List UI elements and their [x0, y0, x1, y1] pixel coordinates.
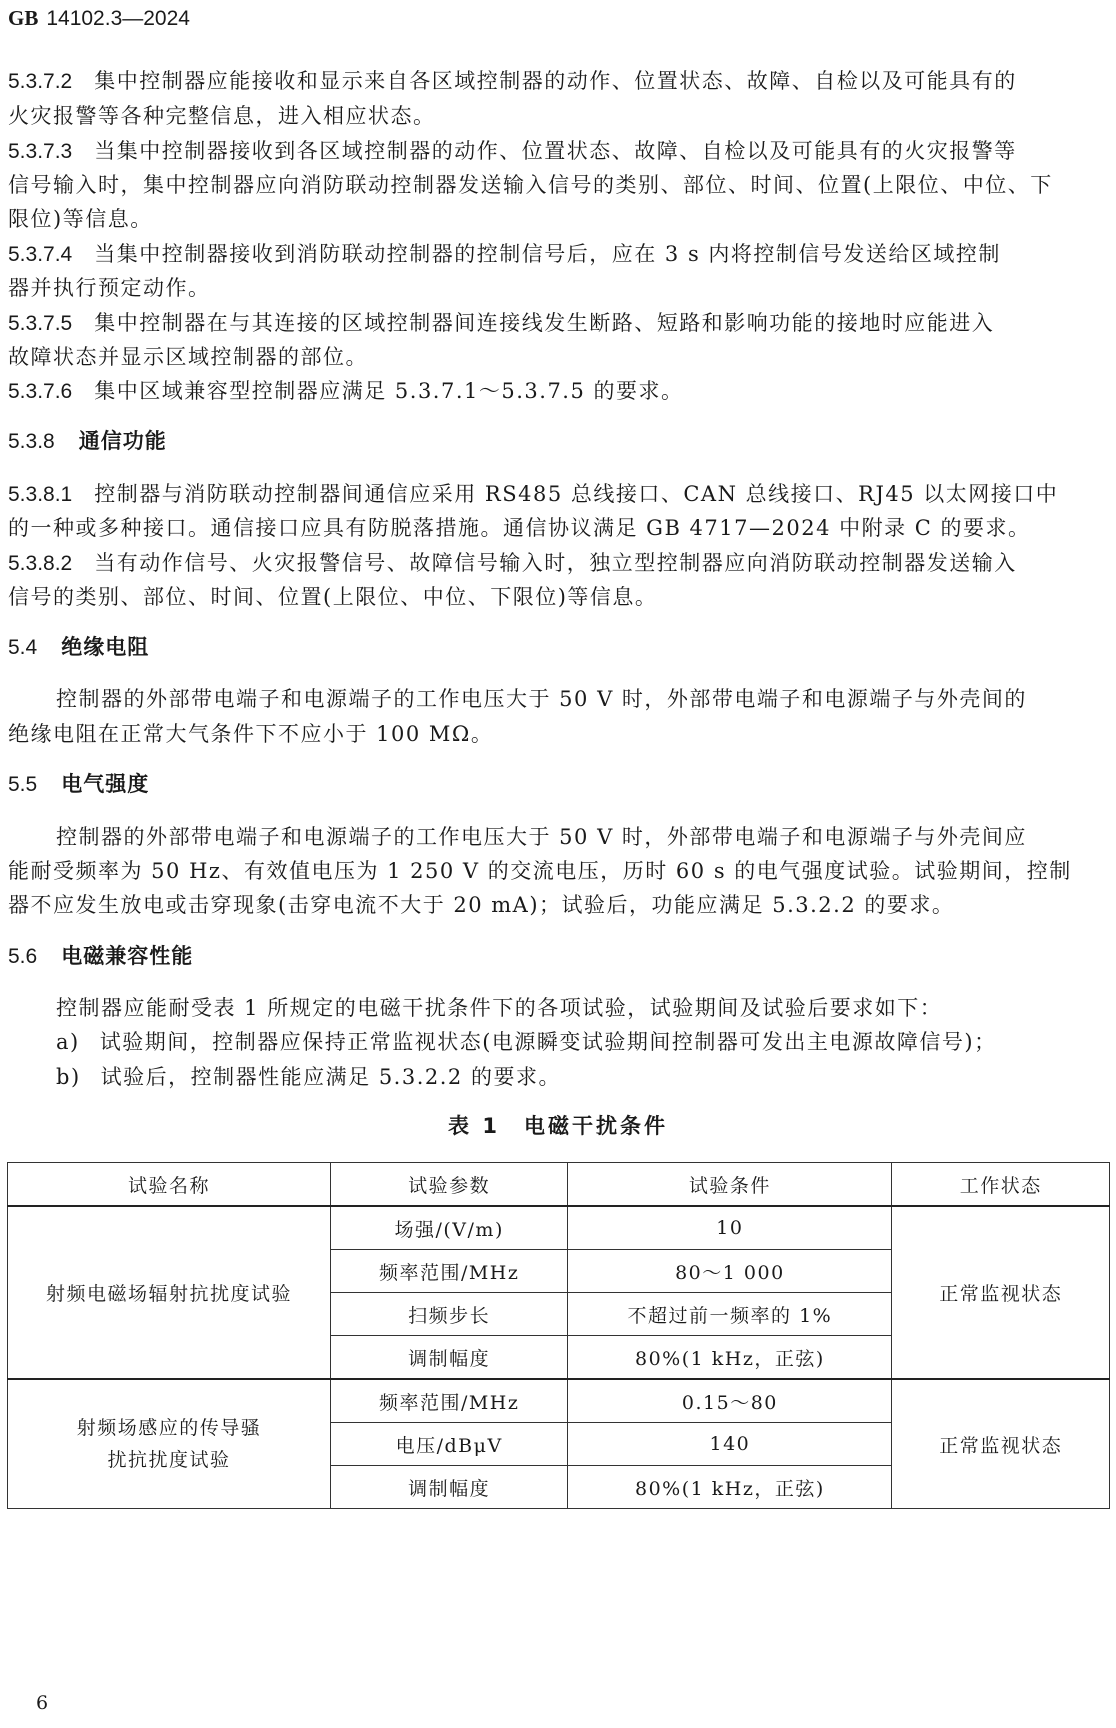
test-name-conducted-immunity: 射频场感应的传导骚 扰抗扰度试验 — [8, 1379, 331, 1509]
column-header-working-state: 工作状态 — [892, 1163, 1110, 1207]
paragraph-5-3-7-6: 5.3.7.6 集中区域兼容型控制器应满足 5.3.7.1～5.3.7.5 的要求。 — [8, 379, 684, 403]
paragraph-5-3-7-2-line-2: 火灾报警等各种完整信息，进入相应状态。 — [8, 104, 436, 128]
list-item-b: b) 试验后，控制器性能应满足 5.3.2.2 的要求。 — [56, 1065, 561, 1089]
paragraph-5-3-8-1-line-1: 5.3.8.1 控制器与消防联动控制器间通信应采用 RS485 总线接口、CAN 总线接口、RJ45 以太网接口中 — [8, 482, 1059, 506]
table-cell-condition: 不超过前一频率的 1% — [568, 1293, 892, 1336]
paragraph-5-4-line-2: 绝缘电阻在正常大气条件下不应小于 100 MΩ。 — [8, 722, 494, 746]
table-cell-param: 频率范围/MHz — [331, 1250, 568, 1293]
paragraph-5-3-7-3-line-3: 限位)等信息。 — [8, 207, 153, 231]
paragraph-5-3-7-3-line-2: 信号输入时，集中控制器应向消防联动控制器发送输入信号的类别、部位、时间、位置(上限位、中位、下 — [8, 173, 1053, 197]
paragraph-5-3-7-3-line-1: 5.3.7.3 当集中控制器接收到各区域控制器的动作、位置状态、故障、自检以及可能具有的火灾报警等 — [8, 139, 1017, 163]
table-cell-condition: 80%(1 kHz，正弦) — [568, 1336, 892, 1380]
paragraph-5-3-7-4-line-1: 5.3.7.4 当集中控制器接收到消防联动控制器的控制信号后，应在 3 s 内将控制信号发送给区域控制 — [8, 242, 1001, 266]
table-header-row — [8, 1163, 1110, 1207]
table-cell-condition: 10 — [568, 1206, 892, 1250]
table-row — [8, 1206, 1110, 1250]
table-cell-condition: 140 — [568, 1423, 892, 1466]
table-cell-param: 调制幅度 — [331, 1336, 568, 1380]
column-header-test-parameter: 试验参数 — [331, 1163, 568, 1207]
section-heading-5-3-8: 5.3.8 通信功能 — [8, 429, 167, 453]
standard-header — [8, 6, 190, 31]
section-heading-5-6: 5.6 电磁兼容性能 — [8, 944, 194, 968]
paragraph-5-3-8-2-line-2: 信号的类别、部位、时间、位置(上限位、中位、下限位)等信息。 — [8, 585, 658, 609]
table-cell-param: 频率范围/MHz — [331, 1379, 568, 1423]
table-cell-condition: 0.15～80 — [568, 1379, 892, 1423]
test-name-radiated-immunity: 射频电磁场辐射抗扰度试验 — [8, 1206, 331, 1379]
working-state-cell: 正常监视状态 — [892, 1379, 1110, 1509]
paragraph-5-5-line-2: 能耐受频率为 50 Hz、有效值电压为 1 250 V 的交流电压，历时 60 s 的电气强度试验。试验期间，控制 — [8, 859, 1072, 883]
standard-number: 14102.3—2024 — [46, 7, 190, 30]
table-row — [8, 1379, 1110, 1423]
table-cell-condition: 80%(1 kHz，正弦) — [568, 1466, 892, 1509]
paragraph-5-3-7-4-line-2: 器并执行预定动作。 — [8, 276, 211, 300]
paragraph-5-3-7-5-line-2: 故障状态并显示区域控制器的部位。 — [8, 345, 368, 369]
emc-conditions-table — [7, 1162, 1110, 1509]
column-header-test-condition: 试验条件 — [568, 1163, 892, 1207]
table-cell-param: 扫频步长 — [331, 1293, 568, 1336]
working-state-cell: 正常监视状态 — [892, 1206, 1110, 1379]
column-header-test-name: 试验名称 — [8, 1163, 331, 1207]
paragraph-5-3-7-2-line-1: 5.3.7.2 集中控制器应能接收和显示来自各区域控制器的动作、位置状态、故障、自检以及可能具有的 — [8, 69, 1017, 93]
table-caption — [0, 1110, 1116, 1140]
paragraph-5-4-line-1: 控制器的外部带电端子和电源端子的工作电压大于 50 V 时，外部带电端子和电源端子与外壳间的 — [56, 687, 1027, 711]
paragraph-5-3-7-5-line-1: 5.3.7.5 集中控制器在与其连接的区域控制器间连接线发生断路、短路和影响功能的接地时应能进入 — [8, 311, 995, 335]
paragraph-5-5-line-1: 控制器的外部带电端子和电源端子的工作电压大于 50 V 时，外部带电端子和电源端子与外壳间应 — [56, 825, 1027, 849]
standard-prefix: GB — [8, 6, 39, 30]
paragraph-5-3-8-2-line-1: 5.3.8.2 当有动作信号、火灾报警信号、故障信号输入时，独立型控制器应向消防联动控制器发送输入 — [8, 551, 1017, 575]
table-cell-condition: 80～1 000 — [568, 1250, 892, 1293]
table-cell-param: 调制幅度 — [331, 1466, 568, 1509]
paragraph-5-6-intro: 控制器应能耐受表 1 所规定的电磁干扰条件下的各项试验，试验期间及试验后要求如下： — [56, 996, 943, 1020]
table-cell-param: 电压/dBμV — [331, 1423, 568, 1466]
section-heading-5-5: 5.5 电气强度 — [8, 772, 150, 796]
page-number: 6 — [36, 1692, 49, 1714]
list-item-a: a) 试验期间，控制器应保持正常监视状态(电源瞬变试验期间控制器可发出主电源故障信号)； — [56, 1030, 997, 1054]
table-cell-param: 场强/(V/m) — [331, 1206, 568, 1250]
paragraph-5-5-line-3: 器不应发生放电或击穿现象(击穿电流不大于 20 mA)；试验后，功能应满足 5.3.2.2 的要求。 — [8, 893, 955, 917]
table-caption-title: 电磁干扰条件 — [523, 1114, 668, 1138]
table-caption-label: 表 1 — [448, 1114, 500, 1138]
paragraph-5-3-8-1-line-2: 的一种或多种接口。通信接口应具有防脱落措施。通信协议满足 GB 4717—2024 中附录 C 的要求。 — [8, 516, 1031, 540]
section-heading-5-4: 5.4 绝缘电阻 — [8, 635, 150, 659]
